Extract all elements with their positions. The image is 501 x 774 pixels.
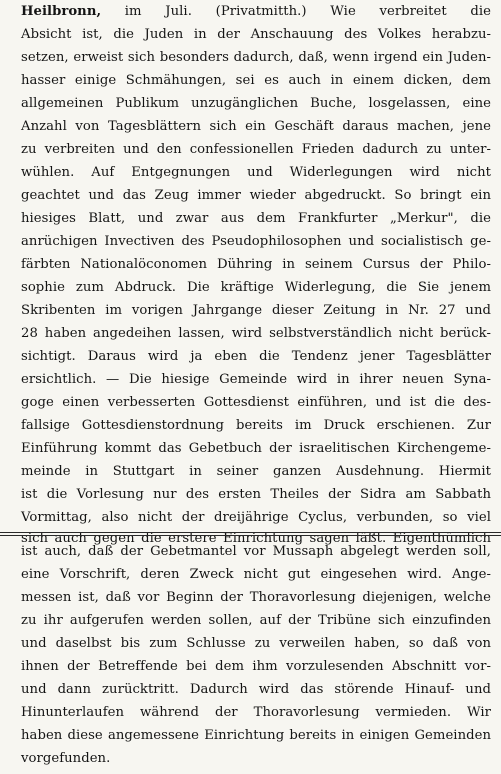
text-line: ihnen der Betreffende bei dem ihm vorzulesenden Abschnitt vor- bbox=[21, 659, 491, 674]
text-line: hiesiges Blatt, und zwar aus dem Frankfurter „Merkur", die bbox=[21, 211, 491, 226]
text-line: fallsige Gottesdienstordnung bereits im Druck erschienen. Zur bbox=[21, 418, 491, 433]
text-line: anrüchigen Invectiven des Pseudophilosophen und socialistisch ge- bbox=[21, 234, 491, 249]
text-line: ersichtlich. — Die hiesige Gemeinde wird in ihrer neuen Syna- bbox=[21, 372, 491, 387]
text-line: hasser einige Schmähungen, sei es auch in einem dicken, dem bbox=[21, 73, 491, 88]
text-line: zu ihr aufgerufen werden sollen, auf der Tribüne sich einzufinden bbox=[21, 613, 491, 628]
text-line: ist auch, daß der Gebetmantel vor Mussaph abgelegt werden soll, bbox=[21, 544, 491, 559]
text-line: Hinunterlaufen während der Thoravorlesung vermieden. Wir bbox=[21, 705, 491, 720]
text-line: sich auch gegen die erstere Einrichtung sagen läßt. Eigenthümlich bbox=[21, 531, 491, 546]
text-line: haben diese angemessene Einrichtung bereits in einigen Gemeinden bbox=[21, 728, 491, 743]
text-line: geachtet und das Zeug immer wieder abgedruckt. So bringt ein bbox=[21, 188, 491, 203]
text-line: eine Vorschrift, deren Zweck nicht gut eingesehen wird. Ange- bbox=[21, 567, 491, 582]
text-line: ist die Vorlesung nur des ersten Theiles der Sidra am Sabbath bbox=[21, 487, 491, 502]
text-line: färbten Nationalöconomen Dühring in seinem Cursus der Philo- bbox=[21, 257, 491, 272]
text-line: allgemeinen Publikum unzugänglichen Buche, losgelassen, eine bbox=[21, 96, 491, 111]
text-line: sichtigt. Daraus wird ja eben die Tendenz jener Tagesblätter bbox=[21, 349, 491, 364]
text-line: goge einen verbesserten Gottesdienst einführen, und ist die des- bbox=[21, 395, 491, 410]
text-line: wühlen. Auf Entgegnungen und Widerlegungen wird nicht bbox=[21, 165, 491, 180]
text-line: Skribenten im vorigen Jahrgange dieser Zeitung in Nr. 27 und bbox=[21, 303, 491, 318]
text-line: Einführung kommt das Gebetbuch der israelitischen Kirchengeme- bbox=[21, 441, 491, 456]
text-line: 28 haben angedeihen lassen, wird selbstverständlich nicht berück- bbox=[21, 326, 491, 341]
text-line: Absicht ist, die Juden in der Anschauung des Volkes herabzu- bbox=[21, 27, 491, 42]
text-line: meinde in Stuttgart in seiner ganzen Ausdehnung. Hiermit bbox=[21, 464, 491, 479]
divider-rule bbox=[0, 535, 501, 536]
text-line: Anzahl von Tagesblättern sich ein Geschäft daraus machen, jene bbox=[21, 119, 491, 134]
text-line: und daselbst bis zum Schlusse zu verweilen haben, so daß von bbox=[21, 636, 491, 651]
text-line: Vormittag, also nicht der dreijährige Cyclus, verbunden, so viel bbox=[21, 510, 491, 525]
text-line: zu verbreiten und den confessionellen Frieden dadurch zu unter- bbox=[21, 142, 491, 157]
text-line bbox=[21, 0, 491, 24]
article-dateline-rest: im Juli. (Privatmitth.) Wie verbreitet die bbox=[101, 4, 491, 19]
text-line: und dann zurücktritt. Dadurch wird das störende Hinauf- und bbox=[21, 682, 491, 697]
text-line: vorgefunden. bbox=[21, 751, 111, 766]
text-line: messen ist, daß vor Beginn der Thoravorlesung diejenigen, welche bbox=[21, 590, 491, 605]
divider-rule bbox=[0, 532, 501, 533]
text-line: sophie zum Abdruck. Die kräftige Widerlegung, die Sie jenem bbox=[21, 280, 491, 295]
text-line: setzen, erweist sich besonders dadurch, daß, wenn irgend ein Juden- bbox=[21, 50, 491, 65]
article-dateline: Heilbronn, bbox=[21, 4, 102, 19]
